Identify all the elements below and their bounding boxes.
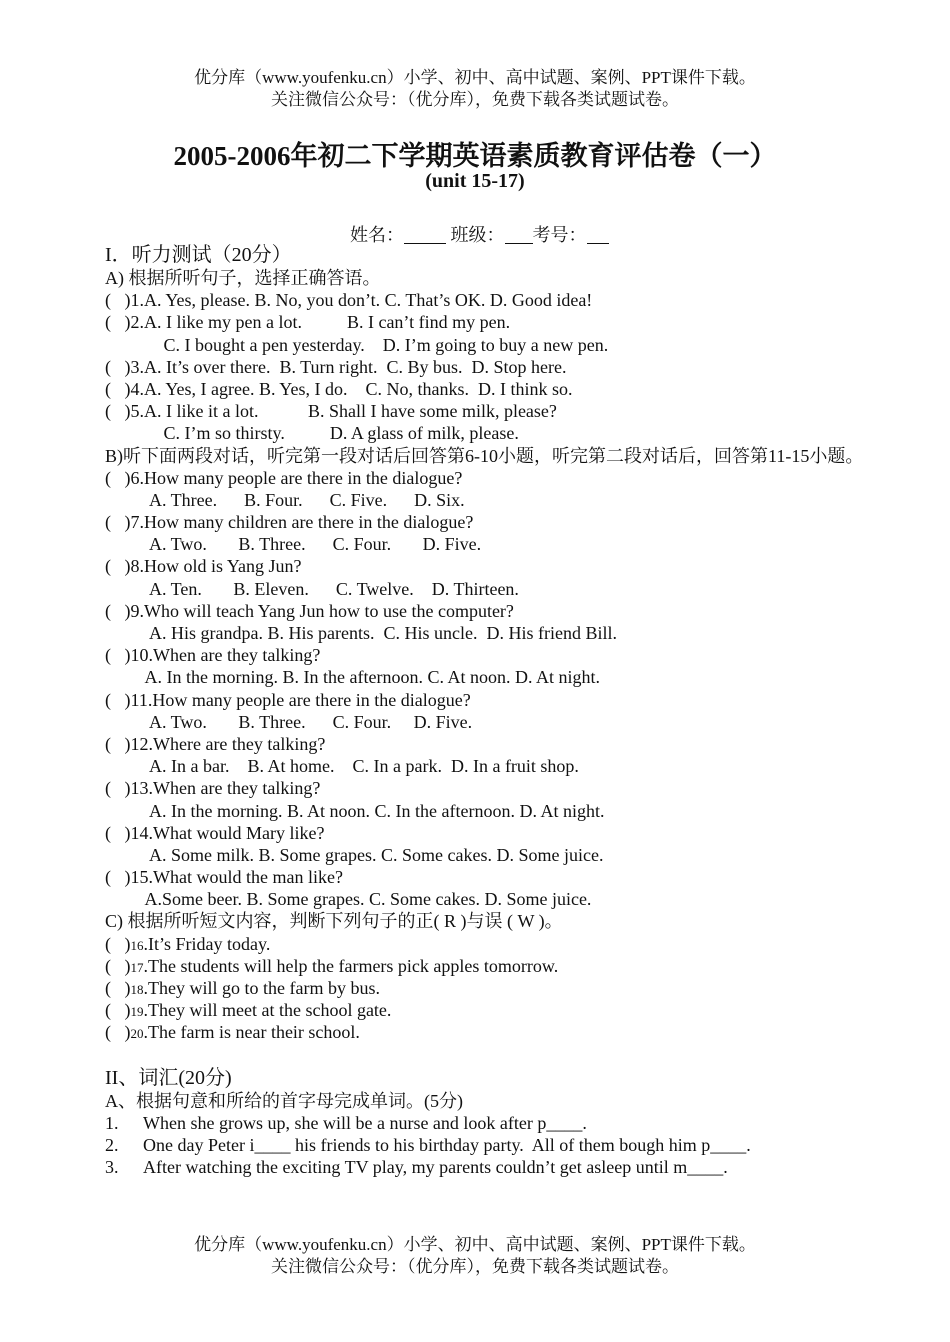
item-text: One day Peter xyxy=(143,1134,250,1155)
question-16 xyxy=(105,933,865,955)
question-15-options: A.Some beer. B. Some grapes. C. Some cakes. D. Some juice. xyxy=(105,889,592,910)
question-2: ( )2.A. I like my pen a lot. B. I can’t find my pen. xyxy=(105,312,511,333)
question-14-options: A. Some milk. B. Some grapes. C. Some cakes. D. Some juice. xyxy=(105,844,604,865)
question-text: .They will meet at the school gate. xyxy=(143,1000,392,1021)
question-2-options: C. I bought a pen yesterday. D. I’m going to buy a new pen. xyxy=(105,334,609,355)
question-10: ( )10.When are they talking? xyxy=(105,645,321,666)
exam-subtitle: (unit 15-17) xyxy=(425,170,525,192)
question-6: ( )6.How many people are there in the dialogue? xyxy=(105,467,463,488)
question-5: ( )5.A. I like it a lot. B. Shall I have some milk, please? xyxy=(105,401,557,422)
question-5-options: C. I’m so thirsty. D. A glass of milk, please. xyxy=(105,423,519,444)
answer-paren: ( ) xyxy=(105,1000,131,1021)
question-14: ( )14.What would Mary like? xyxy=(105,822,325,843)
exam-no-label: 考号： xyxy=(532,225,587,245)
exam-content xyxy=(105,243,865,1178)
name-label: 姓名： xyxy=(350,225,404,245)
question-17 xyxy=(105,955,865,977)
item-text: When she grows up, she will be a nurse and look after xyxy=(143,1112,538,1133)
question-12-options: A. In a bar. B. At home. C. In a park. D. In a fruit shop. xyxy=(105,756,579,777)
question-13-options: A. In the morning. B. At noon. C. In the afternoon. D. At night. xyxy=(105,800,605,821)
question-9-options: A. His grandpa. B. His parents. C. His uncle. D. His friend Bill. xyxy=(105,623,617,644)
header-line-1: 优分库（www.youfenku.cn）小学、初中、高中试题、案例、PPT课件下载。 xyxy=(194,68,756,87)
question-text: .The students will help the farmers pick apples tomorrow. xyxy=(143,955,559,976)
question-12: ( )12.Where are they talking? xyxy=(105,733,326,754)
item-end: . xyxy=(746,1134,751,1155)
question-text: .They will go to the farm by bus. xyxy=(143,978,380,999)
item-number: 3. xyxy=(105,1157,119,1178)
question-text: .The farm is near their school. xyxy=(143,1022,360,1043)
question-9: ( )9.Who will teach Yang Jun how to use the computer? xyxy=(105,600,514,621)
question-8-options: A. Ten. B. Eleven. C. Twelve. D. Thirteen. xyxy=(105,578,519,599)
question-19 xyxy=(105,999,865,1021)
answer-blank[interactable]: i____ xyxy=(249,1134,291,1155)
header-line-2: 关注微信公众号：（优分库），免费下载各类试题试卷。 xyxy=(271,90,679,109)
part1-a-instructions: A) 根据所听句子，选择正确答语。 xyxy=(105,268,381,288)
question-number: 19 xyxy=(130,1004,144,1020)
answer-paren: ( ) xyxy=(105,933,131,954)
question-11: ( )11.How many people are there in the dialogue? xyxy=(105,689,471,710)
question-15: ( )15.What would the man like? xyxy=(105,867,343,888)
question-1: ( )1.A. Yes, please. B. No, you don’t. C. That’s OK. D. Good idea! xyxy=(105,290,593,311)
part1-c-instructions: C) 根据所听短文内容，判断下列句子的正( R )与误 ( W )。 xyxy=(105,911,563,932)
item-end: . xyxy=(723,1157,728,1178)
question-text: .It’s Friday today. xyxy=(143,933,271,954)
vocab-item-1 xyxy=(105,1112,865,1134)
answer-blank[interactable]: p____ xyxy=(701,1134,747,1155)
part2-heading: II、词汇(20分) xyxy=(105,1066,232,1089)
question-6-options: A. Three. B. Four. C. Five. D. Six. xyxy=(105,489,465,510)
question-11-options: A. Two. B. Three. C. Four. D. Five. xyxy=(105,711,473,732)
answer-paren: ( ) xyxy=(105,1022,131,1043)
answer-blank[interactable]: p____ xyxy=(537,1112,583,1133)
item-number: 2. xyxy=(105,1134,119,1155)
question-10-options: A. In the morning. B. In the afternoon. C. At noon. D. At night. xyxy=(105,667,600,688)
class-blank[interactable] xyxy=(505,225,533,244)
question-7-options: A. Two. B. Three. C. Four. D. Five. xyxy=(105,534,482,555)
answer-paren: ( ) xyxy=(105,978,131,999)
part1-b-instructions: B)听下面两段对话，听完第一段对话后回答第6-10小题，听完第二段对话后，回答第11-15小题。 xyxy=(105,445,864,466)
part1-heading: I．听力测试（20分） xyxy=(105,244,292,266)
exam-title: 2005-2006年初二下学期英语素质教育评估卷（一） xyxy=(173,141,777,171)
page-header xyxy=(0,67,950,111)
exam-no-blank[interactable] xyxy=(587,225,609,244)
item-end: . xyxy=(582,1112,587,1133)
question-13: ( )13.When are they talking? xyxy=(105,778,321,799)
footer-line-2: 关注微信公众号：（优分库），免费下载各类试题试卷。 xyxy=(271,1257,679,1276)
name-blank[interactable] xyxy=(404,225,446,244)
answer-paren: ( ) xyxy=(105,955,131,976)
question-number: 18 xyxy=(130,982,144,998)
item-number: 1. xyxy=(105,1112,119,1133)
item-text: After watching the exciting TV play, my parents couldn’t get asleep until xyxy=(143,1157,674,1178)
question-number: 16 xyxy=(130,937,144,953)
question-4: ( )4.A. Yes, I agree. B. Yes, I do. C. No, thanks. D. I think so. xyxy=(105,378,573,399)
vocab-item-3 xyxy=(105,1156,865,1178)
question-3: ( )3.A. It’s over there. B. Turn right. C. By bus. D. Stop here. xyxy=(105,356,567,377)
page-footer xyxy=(0,1234,950,1278)
part2-a-instructions: A、根据句意和所给的首字母完成单词。(5分) xyxy=(105,1090,463,1111)
question-7: ( )7.How many children are there in the dialogue? xyxy=(105,512,474,533)
footer-line-1: 优分库（www.youfenku.cn）小学、初中、高中试题、案例、PPT课件下载。 xyxy=(194,1235,756,1254)
vocab-item-2 xyxy=(105,1134,865,1156)
item-text: his friends to his birthday party. All of them bough him xyxy=(290,1134,702,1155)
question-18 xyxy=(105,977,865,999)
class-label: 班级： xyxy=(446,225,505,245)
question-number: 20 xyxy=(130,1026,144,1042)
question-number: 17 xyxy=(130,959,144,975)
question-8: ( )8.How old is Yang Jun? xyxy=(105,556,302,577)
question-20 xyxy=(105,1021,865,1043)
answer-blank[interactable]: m____ xyxy=(673,1157,724,1178)
